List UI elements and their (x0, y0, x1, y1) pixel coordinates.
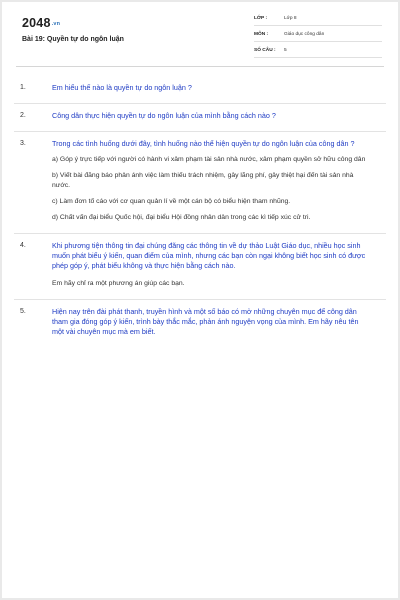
site-logo[interactable] (22, 16, 60, 30)
question-list (2, 76, 398, 347)
worksheet-page (2, 2, 398, 598)
meta-row-subject (254, 28, 382, 42)
meta-value: 5 (284, 48, 287, 53)
meta-row-count (254, 44, 382, 58)
question-item (14, 300, 386, 347)
question-instruction: Em hãy chỉ ra một phương án giúp các bạn. (52, 280, 185, 287)
question-item (14, 132, 386, 234)
answer-option-a: a) Góp ý trực tiếp với người có hành vi xâm phạm tài sản nhà nước, xâm phạm quyền sở hữu công dân (52, 156, 366, 163)
header-divider (16, 66, 384, 67)
meta-table (254, 12, 382, 60)
meta-row-class (254, 12, 382, 26)
answer-option-d: d) Chất vấn đại biểu Quốc hội, đại biểu Hội đồng nhân dân trong các kì tiếp xúc cử tri. (52, 214, 311, 221)
question-text: Khi phương tiện thông tin đại chúng đăng các thông tin về dự thảo Luật Giáo dục, nhiều học sinh muốn phát biểu ý kiến, quan điểm của mình, nhưng các bạn còn ngại không biết học sinh có được phép góp ý, phát biểu không và thực hiện bằng cách nào. (52, 241, 366, 270)
meta-value: Lớp 8 (284, 16, 297, 21)
question-number: 3. (20, 140, 26, 147)
answer-option-b: b) Viết bài đăng báo phản ánh việc làm thiếu trách nhiệm, gây lãng phí, gây thiệt hại đến tài sản nhà nước. (52, 172, 354, 189)
logo-text: 2048 (22, 16, 51, 30)
meta-value: Giáo dục công dân (284, 32, 325, 37)
question-text: Trong các tình huống dưới đây, tình huống nào thể hiện quyền tự do ngôn luận của công dân ? (52, 139, 355, 148)
question-item (14, 104, 386, 132)
meta-label: SỐ CÂU : (254, 48, 276, 53)
question-number: 2. (20, 112, 26, 119)
meta-label: MÔN : (254, 32, 269, 37)
question-text: Công dân thực hiện quyền tự do ngôn luận của mình bằng cách nào ? (52, 111, 276, 120)
question-number: 4. (20, 242, 26, 249)
answer-option-c: c) Làm đơn tố cáo với cơ quan quản lí về một cán bộ có biểu hiện tham nhũng. (52, 198, 291, 205)
worksheet-header (2, 2, 398, 66)
meta-label: LỚP : (254, 16, 268, 21)
logo-tld: .vn (51, 21, 61, 27)
question-item (14, 76, 386, 104)
question-number: 1. (20, 84, 26, 91)
question-item (14, 234, 386, 300)
lesson-title: Bài 19: Quyền tự do ngôn luận (22, 36, 124, 43)
question-text: Hiện nay trên đài phát thanh, truyền hình và một số báo có mở những chuyên mục để công dân tham gia đóng góp ý kiến, trình bày thắc mắc, phản ánh nguyện vọng của mình. Em hãy nêu tên một vài chuyên mục mà em biết. (52, 307, 359, 336)
question-number: 5. (20, 308, 26, 315)
question-text: Em hiểu thế nào là quyền tự do ngôn luận ? (52, 83, 192, 92)
